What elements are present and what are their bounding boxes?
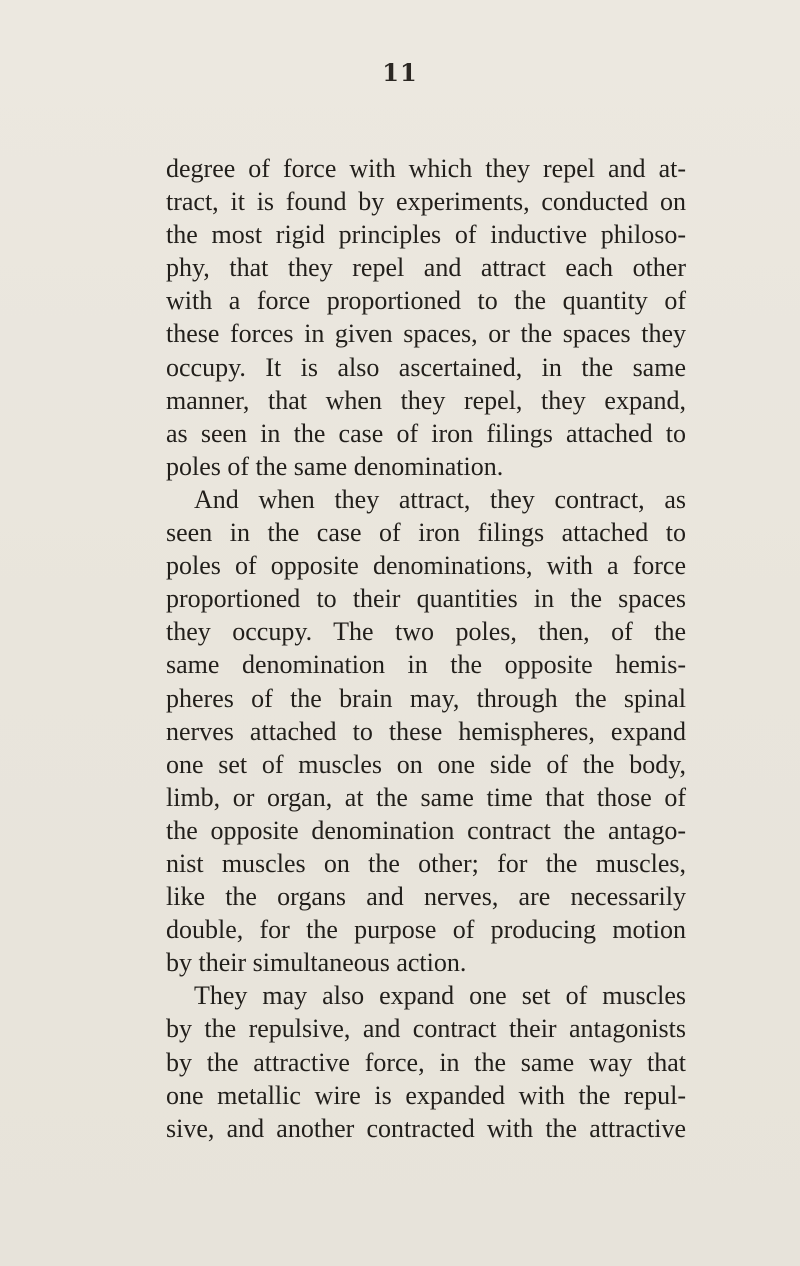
text-line: pheres of the brain may, through the spinal (166, 683, 686, 713)
text-line: proportioned to their quantities in the spaces (166, 584, 686, 614)
text-line: with a force proportioned to the quantity of (166, 286, 686, 316)
text-line: poles of opposite denominations, with a force (166, 551, 686, 581)
text-line: phy, that they repel and attract each other (166, 253, 686, 283)
text-line: these forces in given spaces, or the spaces they (166, 319, 686, 349)
text-line: by the attractive force, in the same way that (166, 1047, 686, 1077)
text-line: one metallic wire is expanded with the repul- (166, 1080, 686, 1110)
text-line: seen in the case of iron filings attached to (166, 518, 686, 548)
text-line: degree of force with which they repel and at- (166, 154, 686, 183)
text-line: the opposite denomination contract the antago- (166, 815, 686, 845)
text-line: by their simultaneous action. (166, 948, 467, 978)
text-line: they occupy. The two poles, then, of the (166, 617, 686, 647)
text-line: occupy. It is also ascertained, in the same (166, 352, 686, 382)
text-line: sive, and another contracted with the attractive (166, 1113, 686, 1143)
text-line: tract, it is found by experiments, conducted on (166, 187, 686, 217)
text-line: one set of muscles on one side of the body, (166, 749, 686, 779)
text-line: same denomination in the opposite hemis- (166, 650, 686, 680)
text-line: the most rigid principles of inductive philoso- (166, 220, 686, 250)
text-line: nerves attached to these hemispheres, expand (166, 716, 686, 746)
text-line: double, for the purpose of producing motion (166, 915, 686, 945)
text-line: manner, that when they repel, they expand, (166, 385, 686, 415)
text-line: poles of the same denomination. (166, 451, 504, 481)
text-line: by the repulsive, and contract their antagonists (166, 1014, 686, 1044)
text-line: They may also expand one set of muscles (194, 981, 686, 1011)
text-line: as seen in the case of iron filings attached to (166, 418, 686, 448)
text-line: nist muscles on the other; for the muscles, (166, 848, 686, 878)
text-line: limb, or organ, at the same time that those of (166, 782, 686, 812)
text-line: And when they attract, they contract, as (194, 484, 686, 514)
text-line: like the organs and nerves, are necessarily (166, 882, 686, 912)
body-text (166, 152, 686, 1145)
page-number: 11 (382, 58, 418, 87)
